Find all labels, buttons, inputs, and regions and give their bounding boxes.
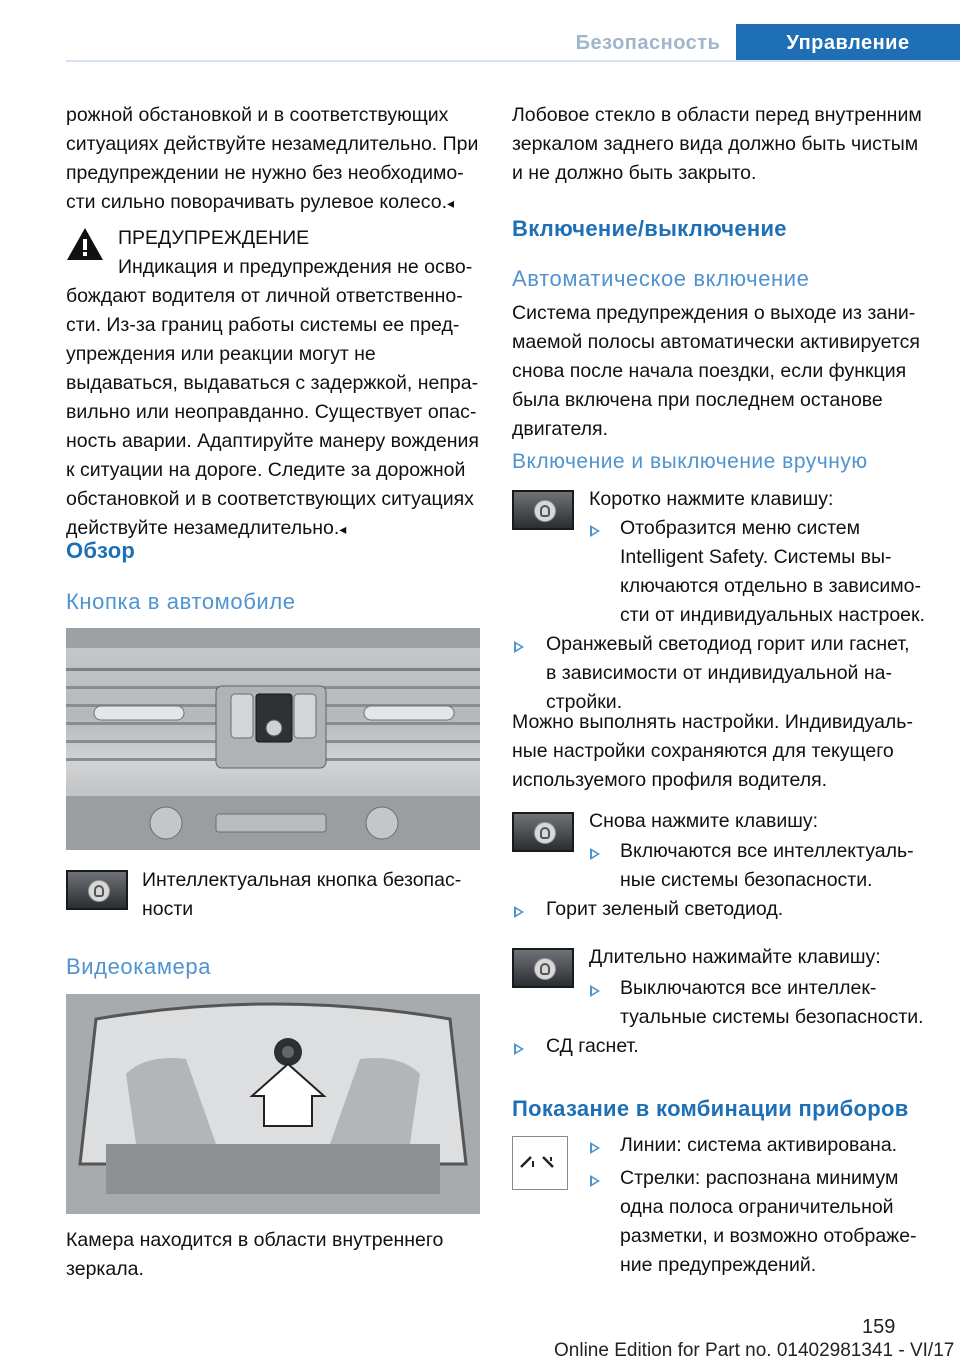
heading-auto-on: Автоматическое включение [512,266,810,291]
text-line: сти. Из-за границ работы системы ее пред- [66,314,460,336]
safety-button-icon [66,870,128,910]
bullet-triangle-icon [590,1142,600,1154]
heading-display: Показание в комбинации приборов [512,1096,909,1121]
text-line: сти сильно поворачивать рулевое колесо.◂ [66,191,455,213]
heading-manual: Включение и выключение вручную [512,450,868,473]
end-mark: ◂ [339,521,347,537]
header-divider [66,60,960,62]
text-line: действуйте незамедлительно.◂ [66,517,347,539]
text-line: ности [142,898,194,920]
list-item: СД гаснет. [546,1035,639,1057]
text-line: Можно выполнять настройки. Индивидуаль- [512,711,913,733]
bullet-triangle-icon [590,1175,600,1187]
press-long-text: Длительно нажимайте клавишу: [589,946,881,968]
text-line: зеркала. [66,1258,144,1280]
edition-footer: Online Edition for Part no. 01402981341 - VI/17 [554,1340,955,1361]
list-item: Выключаются все интеллек- туальные системы безопасности. [620,977,924,1028]
warning-icon [66,226,104,262]
text-line: ные настройки сохраняются для текущего [512,740,894,762]
text-line: бождают водителя от личной ответственно- [66,285,463,307]
auto-text [512,299,942,444]
text-line: вильно или неоправданно. Существует опас- [66,401,477,423]
list-item: Включаются все интеллектуаль- ные системы безопасности. [620,840,914,891]
right-intro [512,101,942,188]
press-short-text: Коротко нажмите клавишу: [589,488,834,510]
text-line: Лобовое стекло в области перед внутренним [512,104,922,126]
text-line: рожной обстановкой и в соответствующих [66,104,449,126]
safety-button-icon [512,812,574,852]
text-line: к ситуации на дороге. Следите за дорожной [66,459,466,481]
bullet-triangle-icon [514,641,524,653]
list-item: Линии: система активирована. [620,1134,898,1156]
text-line: Интеллектуальная кнопка безопас- [142,869,462,891]
camera-caption [66,1226,486,1284]
heading-button-in-car: Кнопка в автомобиле [66,589,296,614]
text-line: Система предупреждения о выходе из зани- [512,302,916,324]
text-line: предупреждении не нужно без необходимо- [66,162,464,184]
list-item: Стрелки: распознана минимум одна полоса ограничительной разметки, и возможно отображе- ние предупреждений. [620,1167,917,1276]
bullet-triangle-icon [514,1043,524,1055]
lane-lines-icon [512,1136,568,1190]
heading-overview: Обзор [66,538,136,563]
text-line: выдаваться, выдаваться с задержкой, непра- [66,372,479,394]
camera-photo [66,994,480,1214]
warning-body [66,282,486,544]
bullet-triangle-icon [590,848,600,860]
heading-on-off: Включение/выключение [512,216,787,241]
text-line: Индикация и предупреждения не осво- [118,256,473,278]
heading-camera: Видеокамера [66,954,212,979]
text-line: ность аварии. Адаптируйте манеру вождения [66,430,479,452]
page-number: 159 [862,1316,896,1338]
bullet-triangle-icon [514,906,524,918]
text-line: упреждения или реакции могут не [66,343,376,365]
bullet-triangle-icon [590,525,600,537]
text-line: обстановкой и в соответствующих ситуациях [66,488,474,510]
warning-first-line [118,253,488,282]
text-line: Камера находится в области внутреннего [66,1229,444,1251]
text-line: зеркалом заднего вида должно быть чистым [512,133,919,155]
list-item: Отобразится меню систем Intelligent Safety. Системы вы- ключаются отдельно в зависимо- сти от индивидуальных настроек. [620,517,925,626]
tab-control[interactable]: Управление [736,24,960,62]
text-line: ситуациях действуйте незамедлительно. При [66,133,479,155]
list-item: Горит зеленый светодиод. [546,898,784,920]
text-line: двигателя. [512,418,608,440]
end-mark: ◂ [447,195,455,211]
warning-title: ПРЕДУПРЕЖДЕНИЕ [118,227,310,249]
press-again-text: Снова нажмите клавишу: [589,810,819,832]
settings-text [512,708,942,795]
tab-safety[interactable]: Безопасность [575,31,721,54]
safety-button-icon [512,948,574,988]
button-caption [142,866,482,924]
dashboard-photo [66,628,480,850]
safety-button-icon [512,490,574,530]
text-line: была включена при последнем останове [512,389,883,411]
text-line: маемой полосы автоматически активируется [512,331,920,353]
text-line: снова после начала поездки, если функция [512,360,907,382]
left-intro [66,101,486,218]
list-item: Оранжевый светодиод горит или гаснет, в зависимости от индивидуальной на- стройки. [546,633,910,713]
text-line: используемого профиля водителя. [512,769,828,791]
bullet-triangle-icon [590,985,600,997]
text-line: и не должно быть закрыто. [512,162,757,184]
